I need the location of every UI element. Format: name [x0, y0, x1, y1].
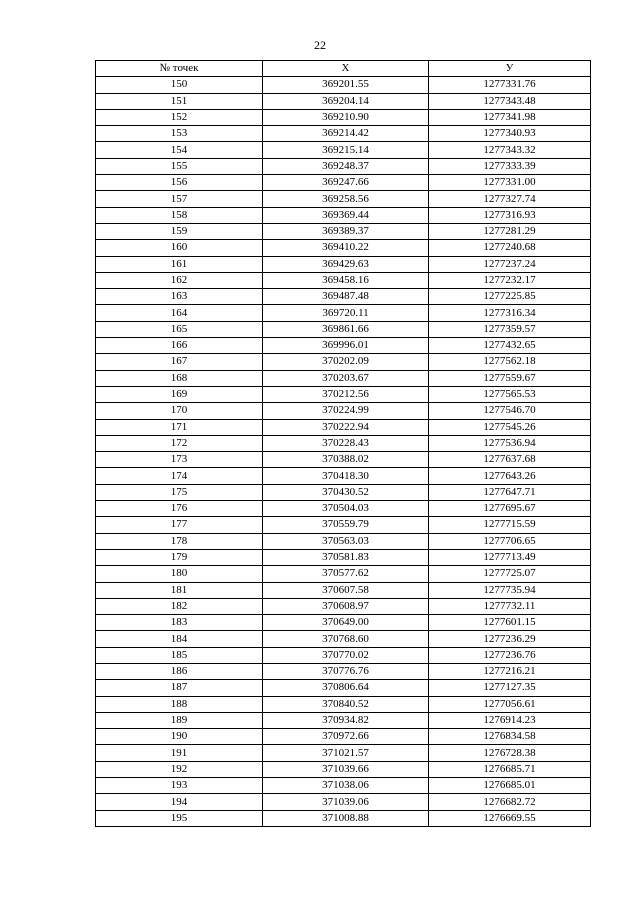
page-number: 22 — [314, 38, 326, 52]
cell-y: 1277340.93 — [429, 126, 591, 142]
table-row — [96, 419, 591, 435]
cell-x: 371039.06 — [263, 794, 429, 810]
cell-y: 1277327.74 — [429, 191, 591, 207]
cell-point-number: 182 — [96, 598, 263, 614]
cell-point-number: 191 — [96, 745, 263, 761]
cell-x: 371039.66 — [263, 761, 429, 777]
cell-y: 1277341.98 — [429, 109, 591, 125]
cell-x: 369369.44 — [263, 207, 429, 223]
table-row — [96, 794, 591, 810]
cell-point-number: 184 — [96, 631, 263, 647]
cell-x: 369201.55 — [263, 77, 429, 93]
header-x: X — [263, 61, 429, 77]
cell-y: 1277127.35 — [429, 680, 591, 696]
table-row — [96, 680, 591, 696]
cell-x: 370768.60 — [263, 631, 429, 647]
cell-x: 370222.94 — [263, 419, 429, 435]
table-row — [96, 484, 591, 500]
cell-y: 1277281.29 — [429, 223, 591, 239]
table-row — [96, 696, 591, 712]
cell-x: 369487.48 — [263, 289, 429, 305]
table-row — [96, 647, 591, 663]
table-row — [96, 289, 591, 305]
table-header-row — [96, 61, 591, 77]
cell-x: 370806.64 — [263, 680, 429, 696]
cell-x: 369248.37 — [263, 158, 429, 174]
table-row — [96, 501, 591, 517]
table-row — [96, 305, 591, 321]
table-row — [96, 175, 591, 191]
cell-point-number: 171 — [96, 419, 263, 435]
cell-x: 369389.37 — [263, 223, 429, 239]
cell-y: 1277565.53 — [429, 386, 591, 402]
cell-y: 1277601.15 — [429, 615, 591, 631]
cell-y: 1277562.18 — [429, 354, 591, 370]
cell-point-number: 168 — [96, 370, 263, 386]
table-row — [96, 615, 591, 631]
cell-x: 370608.97 — [263, 598, 429, 614]
cell-y: 1277237.24 — [429, 256, 591, 272]
cell-x: 370224.99 — [263, 403, 429, 419]
table-row — [96, 207, 591, 223]
cell-y: 1277432.65 — [429, 338, 591, 354]
table-row — [96, 126, 591, 142]
cell-y: 1277715.59 — [429, 517, 591, 533]
cell-x: 369410.22 — [263, 240, 429, 256]
cell-x: 370228.43 — [263, 435, 429, 451]
table-row — [96, 191, 591, 207]
cell-point-number: 181 — [96, 582, 263, 598]
table-row — [96, 598, 591, 614]
table-row — [96, 452, 591, 468]
table-row — [96, 778, 591, 794]
cell-y: 1277735.94 — [429, 582, 591, 598]
cell-point-number: 183 — [96, 615, 263, 631]
cell-point-number: 157 — [96, 191, 263, 207]
coordinates-table — [95, 60, 591, 827]
cell-y: 1277216.21 — [429, 663, 591, 679]
cell-x: 371008.88 — [263, 810, 429, 826]
table-row — [96, 223, 591, 239]
cell-x: 370972.66 — [263, 729, 429, 745]
table-row — [96, 745, 591, 761]
header-point-number: № точек — [96, 61, 263, 77]
cell-x: 369429.63 — [263, 256, 429, 272]
cell-x: 369458.16 — [263, 272, 429, 288]
cell-y: 1277236.29 — [429, 631, 591, 647]
cell-y: 1276834.58 — [429, 729, 591, 745]
table-row — [96, 761, 591, 777]
table-row — [96, 729, 591, 745]
cell-y: 1277333.39 — [429, 158, 591, 174]
cell-x: 369720.11 — [263, 305, 429, 321]
table-row — [96, 77, 591, 93]
cell-point-number: 161 — [96, 256, 263, 272]
cell-y: 1277331.00 — [429, 175, 591, 191]
cell-y: 1277343.48 — [429, 93, 591, 109]
cell-x: 370649.00 — [263, 615, 429, 631]
cell-y: 1277725.07 — [429, 566, 591, 582]
table-row — [96, 468, 591, 484]
cell-x: 370840.52 — [263, 696, 429, 712]
cell-y: 1277546.70 — [429, 403, 591, 419]
table-row — [96, 435, 591, 451]
cell-y: 1277536.94 — [429, 435, 591, 451]
table-row — [96, 533, 591, 549]
cell-x: 369215.14 — [263, 142, 429, 158]
cell-x: 370581.83 — [263, 549, 429, 565]
table-row — [96, 109, 591, 125]
cell-x: 369247.66 — [263, 175, 429, 191]
cell-x: 370430.52 — [263, 484, 429, 500]
cell-y: 1277232.17 — [429, 272, 591, 288]
cell-y: 1276685.71 — [429, 761, 591, 777]
cell-y: 1277706.65 — [429, 533, 591, 549]
cell-point-number: 180 — [96, 566, 263, 582]
cell-y: 1277545.26 — [429, 419, 591, 435]
cell-x: 371021.57 — [263, 745, 429, 761]
cell-x: 370202.09 — [263, 354, 429, 370]
cell-point-number: 155 — [96, 158, 263, 174]
table-row — [96, 158, 591, 174]
cell-x: 370212.56 — [263, 386, 429, 402]
table-row — [96, 93, 591, 109]
cell-x: 370607.58 — [263, 582, 429, 598]
cell-point-number: 166 — [96, 338, 263, 354]
cell-point-number: 189 — [96, 712, 263, 728]
cell-y: 1277331.76 — [429, 77, 591, 93]
cell-point-number: 170 — [96, 403, 263, 419]
cell-y: 1277240.68 — [429, 240, 591, 256]
cell-point-number: 177 — [96, 517, 263, 533]
cell-y: 1277559.67 — [429, 370, 591, 386]
cell-point-number: 159 — [96, 223, 263, 239]
cell-point-number: 160 — [96, 240, 263, 256]
cell-y: 1277225.85 — [429, 289, 591, 305]
cell-point-number: 152 — [96, 109, 263, 125]
cell-point-number: 163 — [96, 289, 263, 305]
cell-y: 1277732.11 — [429, 598, 591, 614]
cell-x: 370418.30 — [263, 468, 429, 484]
table-row — [96, 517, 591, 533]
cell-point-number: 156 — [96, 175, 263, 191]
cell-point-number: 158 — [96, 207, 263, 223]
cell-x: 369258.56 — [263, 191, 429, 207]
cell-y: 1277359.57 — [429, 321, 591, 337]
cell-x: 370203.67 — [263, 370, 429, 386]
cell-y: 1277236.76 — [429, 647, 591, 663]
cell-point-number: 151 — [96, 93, 263, 109]
cell-point-number: 173 — [96, 452, 263, 468]
table-row — [96, 631, 591, 647]
cell-point-number: 150 — [96, 77, 263, 93]
table-row — [96, 403, 591, 419]
cell-y: 1277056.61 — [429, 696, 591, 712]
cell-point-number: 195 — [96, 810, 263, 826]
cell-x: 370770.02 — [263, 647, 429, 663]
cell-point-number: 186 — [96, 663, 263, 679]
cell-y: 1277647.71 — [429, 484, 591, 500]
cell-x: 369204.14 — [263, 93, 429, 109]
cell-x: 369210.90 — [263, 109, 429, 125]
cell-y: 1277643.26 — [429, 468, 591, 484]
cell-point-number: 192 — [96, 761, 263, 777]
cell-y: 1277695.67 — [429, 501, 591, 517]
cell-y: 1277343.32 — [429, 142, 591, 158]
cell-point-number: 176 — [96, 501, 263, 517]
table-body — [96, 77, 591, 827]
table-row — [96, 321, 591, 337]
table-row — [96, 272, 591, 288]
cell-point-number: 167 — [96, 354, 263, 370]
cell-point-number: 172 — [96, 435, 263, 451]
cell-x: 369214.42 — [263, 126, 429, 142]
table-row — [96, 712, 591, 728]
cell-point-number: 162 — [96, 272, 263, 288]
cell-y: 1277316.93 — [429, 207, 591, 223]
cell-x: 369861.66 — [263, 321, 429, 337]
table-row — [96, 566, 591, 582]
cell-point-number: 169 — [96, 386, 263, 402]
cell-point-number: 165 — [96, 321, 263, 337]
cell-x: 370577.62 — [263, 566, 429, 582]
cell-y: 1276669.55 — [429, 810, 591, 826]
cell-point-number: 164 — [96, 305, 263, 321]
cell-x: 370563.03 — [263, 533, 429, 549]
cell-point-number: 193 — [96, 778, 263, 794]
header-y: У — [429, 61, 591, 77]
cell-point-number: 154 — [96, 142, 263, 158]
table-row — [96, 549, 591, 565]
cell-point-number: 153 — [96, 126, 263, 142]
table-row — [96, 338, 591, 354]
cell-x: 370934.82 — [263, 712, 429, 728]
cell-y: 1276682.72 — [429, 794, 591, 810]
table-row — [96, 354, 591, 370]
table-row — [96, 810, 591, 826]
table-row — [96, 142, 591, 158]
table-row — [96, 386, 591, 402]
cell-point-number: 187 — [96, 680, 263, 696]
table-row — [96, 256, 591, 272]
cell-y: 1277637.68 — [429, 452, 591, 468]
cell-x: 370504.03 — [263, 501, 429, 517]
cell-point-number: 175 — [96, 484, 263, 500]
cell-x: 370776.76 — [263, 663, 429, 679]
cell-x: 369996.01 — [263, 338, 429, 354]
table-row — [96, 582, 591, 598]
cell-point-number: 185 — [96, 647, 263, 663]
table-row — [96, 240, 591, 256]
cell-point-number: 174 — [96, 468, 263, 484]
cell-x: 371038.06 — [263, 778, 429, 794]
cell-y: 1277713.49 — [429, 549, 591, 565]
cell-point-number: 188 — [96, 696, 263, 712]
cell-point-number: 190 — [96, 729, 263, 745]
cell-point-number: 179 — [96, 549, 263, 565]
cell-y: 1276728.38 — [429, 745, 591, 761]
cell-y: 1276914.23 — [429, 712, 591, 728]
cell-point-number: 178 — [96, 533, 263, 549]
cell-y: 1277316.34 — [429, 305, 591, 321]
cell-x: 370559.79 — [263, 517, 429, 533]
cell-point-number: 194 — [96, 794, 263, 810]
cell-x: 370388.02 — [263, 452, 429, 468]
table-row — [96, 663, 591, 679]
table-row — [96, 370, 591, 386]
cell-y: 1276685.01 — [429, 778, 591, 794]
